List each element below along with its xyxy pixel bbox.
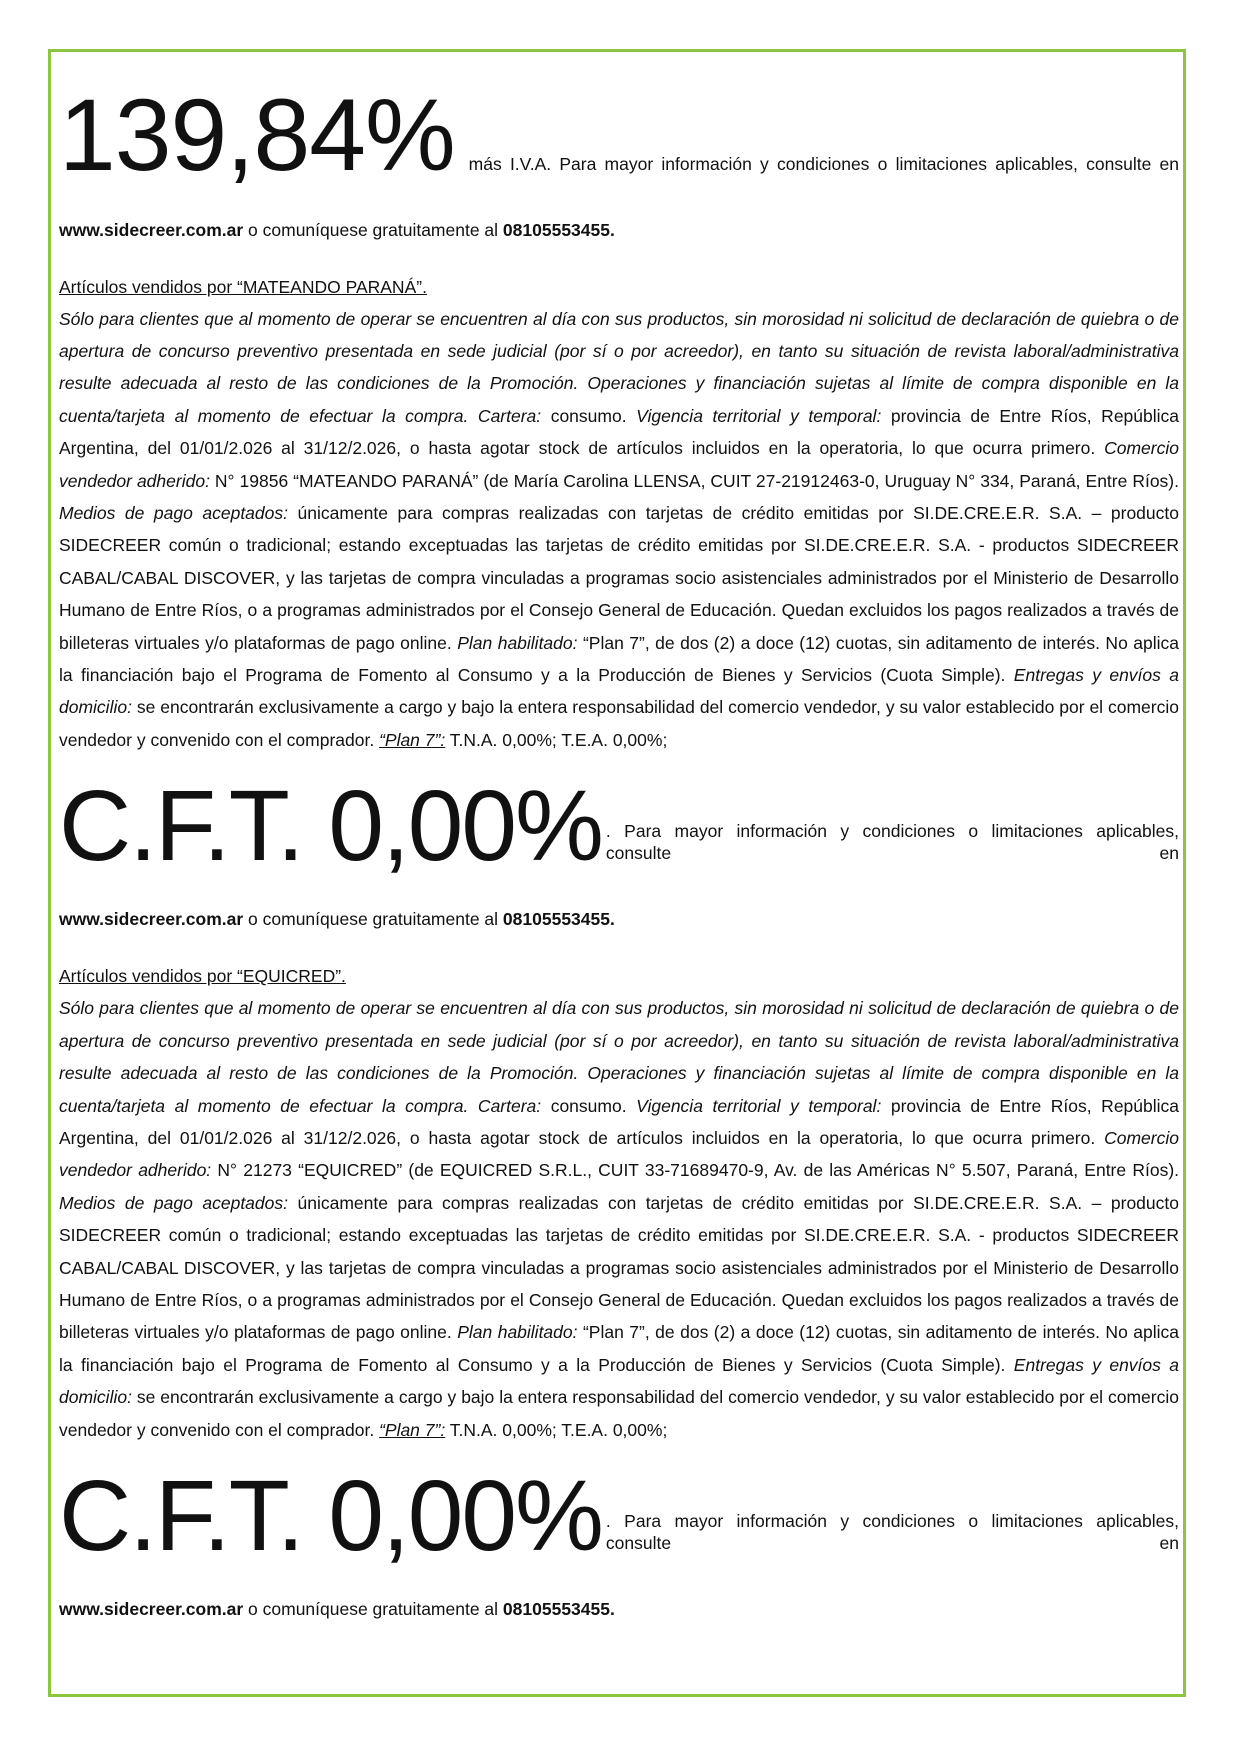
intro-rate-row [59, 78, 1179, 192]
rates-text: T.N.A. 0,00%; T.E.A. 0,00%; [445, 729, 668, 750]
contact-text: o comuníquese gratuitamente al [243, 1598, 503, 1619]
cft-row-mateando [59, 770, 1179, 883]
section-title-equicred: Artículos vendidos por “EQUICRED”. [59, 966, 346, 987]
plan7-reference: “Plan 7”: [379, 729, 446, 750]
cartera-value: consumo. [541, 1095, 637, 1116]
comercio-label: Comercio vendedor adherido: [59, 1127, 1179, 1181]
vigencia-value: provincia de Entre Ríos, República Argentina, del 01/01/2.026 al 31/12/2.026, o hasta agotar stock de artículos incluidos en la operatoria, lo que ocurra primero. [59, 405, 1180, 459]
website-link[interactable]: www.sidecreer.com.ar [59, 1598, 244, 1619]
cartera-label: Cartera: [468, 405, 542, 426]
document-body [59, 78, 1180, 1620]
cft-after-big-text: . Para mayor información y condiciones o limitaciones aplicables, consulte en [605, 1510, 1179, 1553]
intro-contact-line [59, 219, 1179, 241]
website-link[interactable]: www.sidecreer.com.ar [59, 219, 244, 240]
plan-value: “Plan 7”, de dos (2) a doce (12) cuotas, sin aditamento de interés. No aplica la financiación bajo el Programa de Fomento al Consumo y a la Producción de Bienes y Servicios (Cuota Simple). [59, 1322, 1179, 1375]
intro-after-big-text: más I.V.A. Para mayor información y condiciones o limitaciones aplicables, consulte en [468, 153, 1179, 174]
comercio-value: N° 19856 “MATEANDO PARANÁ” (de María Carolina LLENSA, CUIT 27-21912463-0, Uruguay N° 334, Paraná, Entre Ríos). [209, 470, 1179, 491]
comercio-value: N° 21273 “EQUICRED” (de EQUICRED S.R.L., CUIT 33-71689470-9, Av. de las Américas N° 5.507, Paraná, Entre Ríos). [211, 1160, 1180, 1181]
cft-big-rate: C.F.T. 0,00% [59, 1459, 602, 1572]
cartera-label: Cartera: [468, 1095, 542, 1116]
phone-number[interactable]: 08105553455 [502, 219, 610, 240]
cft-big-rate: C.F.T. 0,00% [59, 770, 602, 883]
phone-number[interactable]: 08105553455 [502, 909, 610, 930]
rates-text: T.N.A. 0,00%; T.E.A. 0,00%; [445, 1419, 668, 1440]
comercio-label: Comercio vendedor adherido: [59, 438, 1179, 491]
cft-row-equicred [59, 1459, 1179, 1572]
medios-label: Medios de pago aceptados: [59, 1192, 288, 1213]
contact-end: . [609, 1598, 615, 1619]
vigencia-label: Vigencia territorial y temporal: [636, 405, 882, 426]
conditions-text: Sólo para clientes que al momento de operar se encuentren al día con sus productos, sin morosidad ni solicitud de declaración de quiebra o de apertura de concurso preventivo presentada en sede judicial (por sí o por acreedor), en tanto su situación de revista laboral/administrativa resulte adecuada al resto de las condiciones de la Promoción. Operaciones y financiación sujetas al límite de compra disponible en la cuenta/tarjeta al momento de efectuar la compra. [59, 998, 1179, 1116]
medios-label: Medios de pago aceptados: [59, 503, 288, 524]
vigencia-label: Vigencia territorial y temporal: [636, 1095, 882, 1116]
cft-after-big-text: . Para mayor información y condiciones o limitaciones aplicables, consulte en [605, 821, 1179, 864]
contact-text: o comuníquese gratuitamente al [243, 909, 503, 930]
section-body-equicred [59, 992, 1179, 1446]
medios-value: únicamente para compras realizadas con tarjetas de crédito emitidas por SI.DE.CRE.E.R. S.A. – producto SIDECREER común o tradicional; estando exceptuadas las tarjetas de crédito emitidas por SI.DE.CRE.E.R. S.A. - productos SIDECREER CABAL/CABAL DISCOVER, y las tarjetas de compra vinculadas a programas socio asistenciales administrados por el Ministerio de Desarrollo Humano de Entre Ríos, o a programas administrados por el Consejo General de Educación. Quedan excluidos los pagos realizados a través de billeteras virtuales y/o plataformas de pago online. [59, 503, 1179, 653]
entregas-value: se encontrarán exclusivamente a cargo y bajo la entera responsabilidad del comercio vendedor, y su valor establecido por el comercio vendedor y convenido con el comprador. [59, 1387, 1179, 1440]
contact-line-mateando [59, 908, 1179, 930]
contact-line-equicred [59, 1598, 1179, 1620]
plan-label: Plan habilitado: [457, 1322, 578, 1343]
section-body-mateando [59, 303, 1179, 757]
contact-text: o comuníquese gratuitamente al [243, 219, 503, 240]
plan7-reference: “Plan 7”: [379, 1419, 446, 1440]
vigencia-value: provincia de Entre Ríos, República Argentina, del 01/01/2.026 al 31/12/2.026, o hasta agotar stock de artículos incluidos en la operatoria, lo que ocurra primero. [59, 1095, 1180, 1148]
section-title-mateando: Artículos vendidos por “MATEANDO PARANÁ”. [59, 276, 427, 297]
entregas-label: Entregas y envíos a domicilio: [59, 665, 1180, 718]
plan-value: “Plan 7”, de dos (2) a doce (12) cuotas, sin aditamento de interés. No aplica la financiación bajo el Programa de Fomento al Consumo y a la Producción de Bienes y Servicios (Cuota Simple). [59, 632, 1179, 686]
plan-label: Plan habilitado: [457, 632, 578, 653]
phone-number[interactable]: 08105553455 [502, 1598, 610, 1619]
entregas-value: se encontrarán exclusivamente a cargo y bajo la entera responsabilidad del comercio vendedor, y su valor establecido por el comercio vendedor y convenido con el comprador. [59, 697, 1179, 750]
contact-end: . [609, 219, 615, 240]
contact-end: . [609, 909, 615, 930]
conditions-text: Sólo para clientes que al momento de operar se encuentren al día con sus productos, sin morosidad ni solicitud de declaración de quiebra o de apertura de concurso preventivo presentada en sede judicial (por sí o por acreedor), en tanto su situación de revista laboral/administrativa resulte adecuada al resto de las condiciones de la Promoción. Operaciones y financiación sujetas al límite de compra disponible en la cuenta/tarjeta al momento de efectuar la compra. [59, 308, 1179, 426]
medios-value: únicamente para compras realizadas con tarjetas de crédito emitidas por SI.DE.CRE.E.R. S.A. – producto SIDECREER común o tradicional; estando exceptuadas las tarjetas de crédito emitidas por SI.DE.CRE.E.R. S.A. - productos SIDECREER CABAL/CABAL DISCOVER, y las tarjetas de compra vinculadas a programas socio asistenciales administrados por el Ministerio de Desarrollo Humano de Entre Ríos, o a programas administrados por el Consejo General de Educación. Quedan excluidos los pagos realizados a través de billeteras virtuales y/o plataformas de pago online. [59, 1192, 1179, 1343]
entregas-label: Entregas y envíos a domicilio: [59, 1354, 1180, 1408]
intro-big-rate: 139,84% [59, 78, 455, 192]
cartera-value: consumo. [541, 405, 637, 426]
website-link[interactable]: www.sidecreer.com.ar [59, 909, 244, 930]
